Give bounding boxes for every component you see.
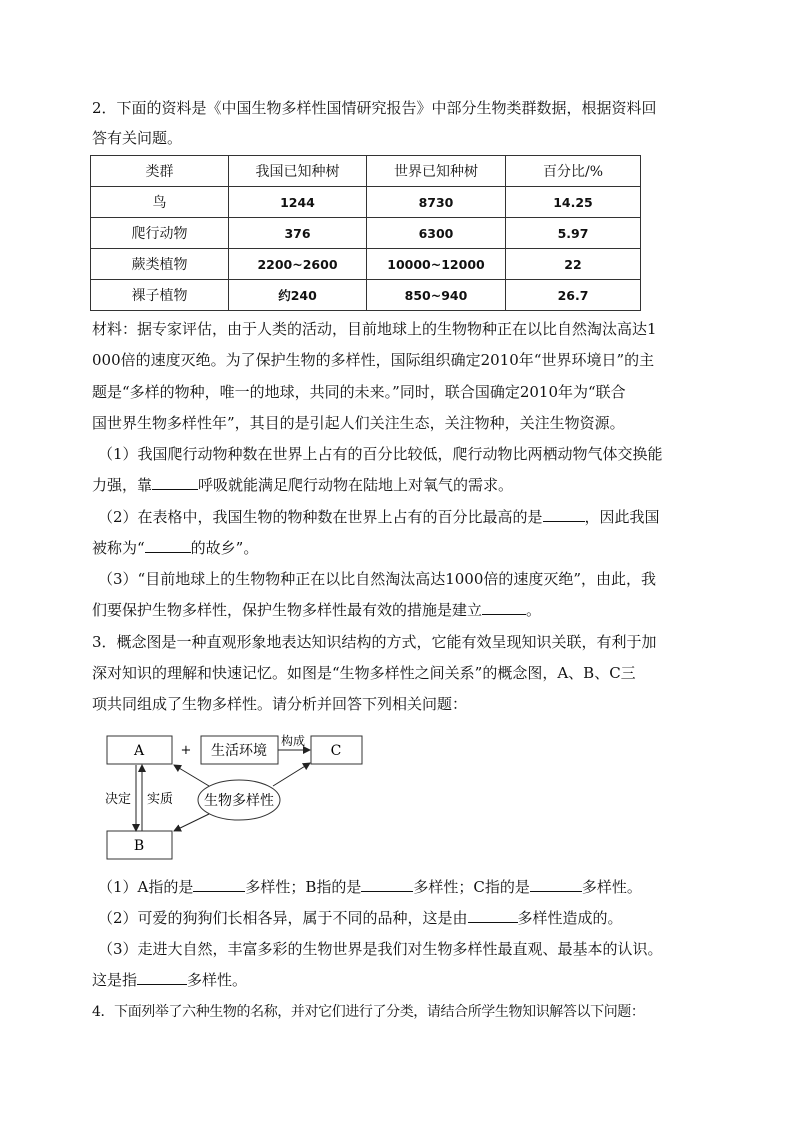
q2-sub3-line1: （3）“目前地球上的生物物种正在以比自然淘汰高达1000倍的速度灭绝”，由此，我 bbox=[98, 570, 657, 588]
material-line: 材料：据专家评估，由于人类的活动，目前地球上的生物物种正在以比自然淘汰高达1 bbox=[92, 320, 657, 338]
answer-blank[interactable] bbox=[152, 475, 198, 490]
ellipse-label: 生物多样性 bbox=[204, 793, 274, 809]
q3-intro-line: 深对知识的理解和快速记忆。如图是“生物多样性之间关系”的概念图，A、B、C三 bbox=[92, 664, 636, 682]
table-row bbox=[91, 187, 641, 218]
concept-diagram bbox=[100, 728, 370, 866]
box-b-label: B bbox=[133, 838, 145, 854]
table-cell: 蕨类植物 bbox=[91, 249, 229, 280]
table-header: 百分比/% bbox=[506, 156, 641, 187]
answer-blank[interactable] bbox=[361, 877, 413, 892]
label-essence: 实质 bbox=[147, 792, 174, 807]
answer-blank[interactable] bbox=[145, 538, 191, 553]
table-cell: 8730 bbox=[367, 187, 506, 218]
label-decide: 决定 bbox=[105, 792, 132, 807]
table-cell: 26.7 bbox=[506, 280, 641, 311]
table-cell: 376 bbox=[229, 218, 367, 249]
table-cell: 14.25 bbox=[506, 187, 641, 218]
table-cell: 5.97 bbox=[506, 218, 641, 249]
q3-sub1-text-c: 多样性；C指的是 bbox=[413, 878, 530, 896]
q3-intro-line: 项共同组成了生物多样性。请分析并回答下列相关问题： bbox=[92, 695, 468, 713]
table-cell: 850~940 bbox=[367, 280, 506, 311]
q2-sub1-line2 bbox=[92, 475, 704, 495]
q3-sub1-text-d: 多样性。 bbox=[581, 878, 642, 896]
plus-sign: + bbox=[180, 743, 192, 758]
answer-blank[interactable] bbox=[193, 877, 245, 892]
box-c-label: C bbox=[330, 743, 342, 759]
answer-blank[interactable] bbox=[543, 507, 585, 522]
q3-sub1 bbox=[98, 877, 710, 897]
material-line: 000倍的速度灭绝。为了保护生物的多样性，国际组织确定2010年“世界环境日”的主 bbox=[92, 351, 655, 369]
answer-blank[interactable] bbox=[468, 908, 518, 923]
q3-sub1-text-a: （1）A指的是 bbox=[98, 878, 194, 896]
q3-sub2-text-a: （2）可爱的狗狗们长相各异，属于不同的品种，这是由 bbox=[98, 909, 468, 927]
q3-sub3-text-a: 这是指 bbox=[92, 971, 138, 989]
table-cell: 10000~12000 bbox=[367, 249, 506, 280]
q3-sub1-text-b: 多样性；B指的是 bbox=[245, 878, 362, 896]
q2-sub3-text-a: 们要保护生物多样性，保护生物多样性最有效的措施是建立 bbox=[92, 601, 483, 619]
table-header: 类群 bbox=[91, 156, 229, 187]
q3-sub2 bbox=[98, 908, 710, 928]
table-cell: 爬行动物 bbox=[91, 218, 229, 249]
answer-blank[interactable] bbox=[530, 877, 582, 892]
table-cell: 裸子植物 bbox=[91, 280, 229, 311]
table-cell: 2200~2600 bbox=[229, 249, 367, 280]
table-header: 我国已知种树 bbox=[229, 156, 367, 187]
q3-sub3-text-b: 多样性。 bbox=[187, 971, 248, 989]
arrow-to-b bbox=[174, 814, 209, 831]
q2-sub1-line1: （1）我国爬行动物种数在世界上占有的百分比较低，爬行动物比两栖动物气体交换能 bbox=[98, 445, 663, 463]
q2-sub1-text-a: 力强，靠 bbox=[92, 476, 153, 494]
table-header: 世界已知种树 bbox=[367, 156, 506, 187]
q3-intro-line: 3．概念图是一种直观形象地表达知识结构的方式，它能有效呈现知识关联，有利于加 bbox=[92, 633, 657, 651]
species-table bbox=[90, 155, 641, 311]
q2-intro-line1: 2．下面的资料是《中国生物多样性国情研究报告》中部分生物类群数据，根据资料回 bbox=[92, 99, 657, 117]
q2-sub2-text-a: （2）在表格中，我国生物的物种数在世界上占有的百分比最高的是 bbox=[98, 508, 543, 526]
q2-sub1-text-b: 呼吸就能满足爬行动物在陆地上对氧气的需求。 bbox=[198, 476, 514, 494]
q3-sub3-line1: （3）走进大自然，丰富多彩的生物世界是我们对生物多样性最直观、最基本的认识。 bbox=[98, 940, 663, 958]
table-row bbox=[91, 280, 641, 311]
box-a-label: A bbox=[133, 743, 145, 759]
q3-sub3-line2 bbox=[92, 970, 704, 990]
q2-sub2-line2 bbox=[92, 538, 704, 558]
table-cell: 鸟 bbox=[91, 187, 229, 218]
q2-sub3-line2 bbox=[92, 600, 704, 620]
q4-intro: 4．下面列举了六种生物的名称，并对它们进行了分类，请结合所学生物知识解答以下问题： bbox=[92, 1004, 645, 1020]
table-cell: 6300 bbox=[367, 218, 506, 249]
q2-sub2-text-c: 被称为“ bbox=[92, 539, 145, 557]
answer-blank[interactable] bbox=[137, 970, 187, 985]
q2-sub2-text-b: ，因此我国 bbox=[584, 508, 660, 526]
table-row bbox=[91, 249, 641, 280]
arrow-label-compose: 构成 bbox=[280, 734, 306, 748]
q3-sub2-text-b: 多样性造成的。 bbox=[517, 909, 623, 927]
table-row bbox=[91, 218, 641, 249]
q2-sub2-text-d: 的故乡”。 bbox=[190, 539, 259, 557]
arrow-to-a bbox=[174, 765, 209, 786]
table-header-row bbox=[91, 156, 641, 187]
material-line: 国世界生物多样性年”，其目的是引起人们关注生态，关注物种，关注生物资源。 bbox=[92, 414, 625, 432]
q2-sub2-line1 bbox=[98, 507, 710, 527]
q2-intro-line2: 答有关问题。 bbox=[92, 129, 183, 147]
box-environment-label: 生活环境 bbox=[211, 743, 267, 759]
q2-sub3-text-b: 。 bbox=[526, 601, 542, 619]
material-line: 题是“多样的物种，唯一的地球，共同的未来。”同时，联合国确定2010年为“联合 bbox=[92, 383, 626, 401]
table-cell: 1244 bbox=[229, 187, 367, 218]
table-cell: 22 bbox=[506, 249, 641, 280]
table-cell: 约240 bbox=[229, 280, 367, 311]
arrow-to-c-from-ellipse bbox=[273, 763, 310, 786]
answer-blank[interactable] bbox=[482, 600, 526, 615]
